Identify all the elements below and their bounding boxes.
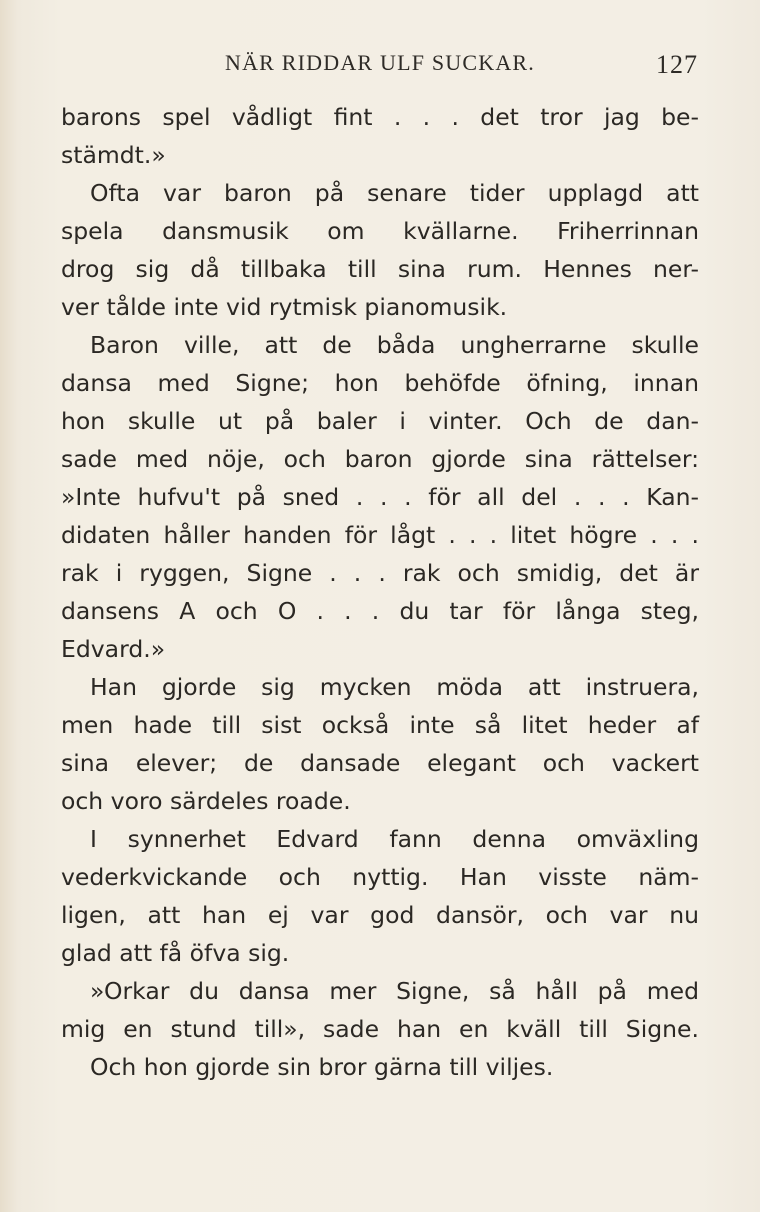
text-line: Edvard.» [61,635,166,663]
body-text [61,98,699,1086]
text-line: spela dansmusik om kvällarne. Friherrinnan [61,217,699,245]
text-line: ver tålde inte vid rytmisk pianomusik. [61,293,508,321]
text-line: barons spel vådligt fint . . . det tror jag be- [61,103,699,131]
text-line: hon skulle ut på baler i vinter. Och de dan- [61,407,699,435]
text-line: men hade till sist också inte så litet heder af [61,711,699,739]
text-line: Ofta var baron på senare tider upplagd att [90,179,699,207]
text-line: drog sig då tillbaka till sina rum. Hennes ner- [61,255,699,283]
text-line: ligen, att han ej var god dansör, och var nu [61,901,699,929]
text-line: didaten håller handen för lågt . . . litet högre . . . [61,521,699,549]
text-line: stämdt.» [61,141,166,169]
text-line: sade med nöje, och baron gjorde sina rättelser: [61,445,699,473]
text-line: dansens A och O . . . du tar för långa steg, [61,597,699,625]
running-head [62,50,698,84]
text-line: Och hon gjorde sin bror gärna till viljes. [90,1053,554,1081]
text-line: sina elever; de dansade elegant och vackert [61,749,699,777]
running-title: NÄR RIDDAR ULF SUCKAR. [225,50,535,75]
text-line: rak i ryggen, Signe . . . rak och smidig, det är [61,559,699,587]
page-number: 127 [656,50,698,79]
text-line: Baron ville, att de båda ungherrarne skulle [90,331,699,359]
text-line: och voro särdeles roade. [61,787,351,815]
text-line: mig en stund till», sade han en kväll till Signe. [61,1015,699,1043]
text-line: Han gjorde sig mycken möda att instruera, [90,673,699,701]
text-line: vederkvickande och nyttig. Han visste näm- [61,863,699,891]
text-line: »Inte hufvu't på sned . . . för all del . . . Kan- [61,483,699,511]
text-line: »Orkar du dansa mer Signe, så håll på med [90,977,699,1005]
text-line: dansa med Signe; hon behöfde öfning, innan [61,369,699,397]
text-line: I synnerhet Edvard fann denna omväxling [90,825,699,853]
text-line: glad att få öfva sig. [61,939,290,967]
